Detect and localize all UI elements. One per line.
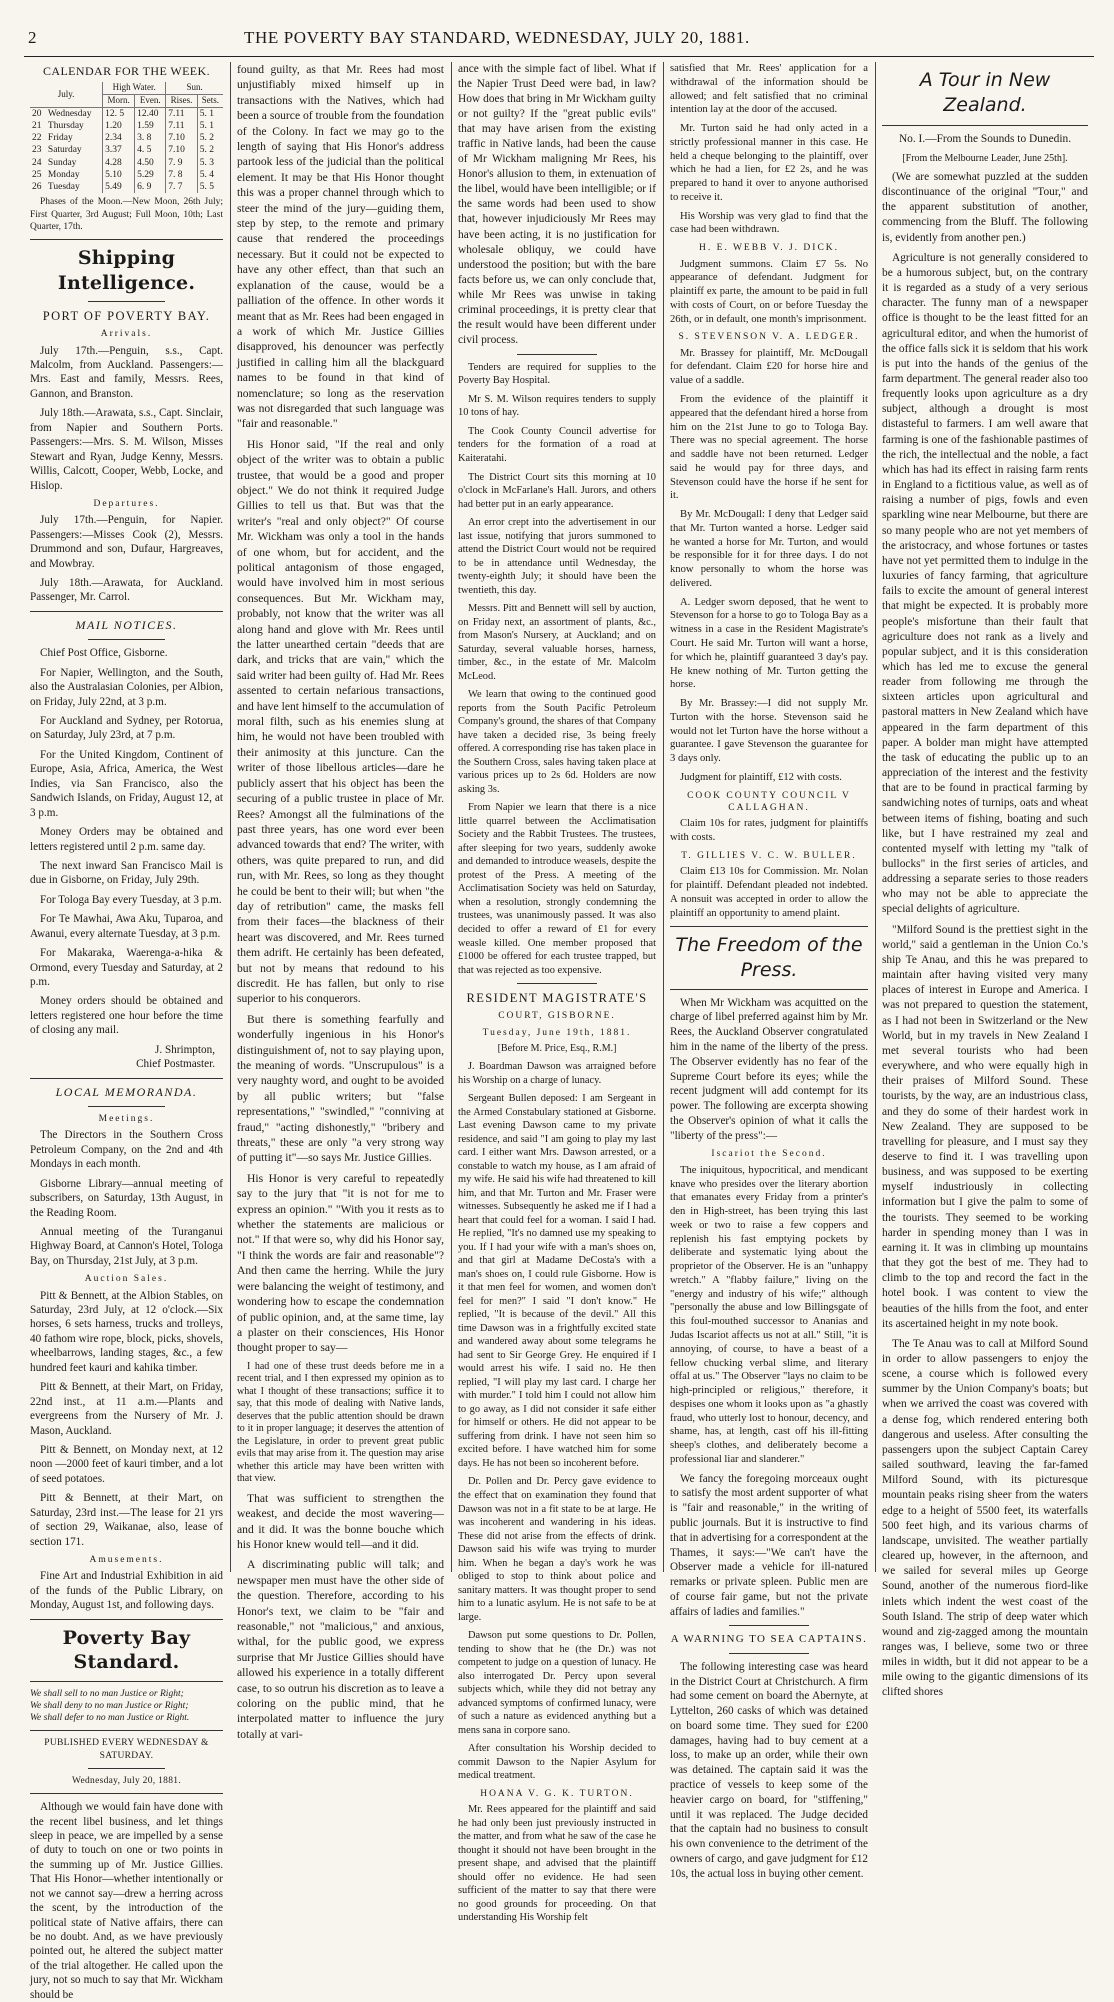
- calendar-row: [30, 132, 223, 144]
- calendar-subhead: Even.: [135, 95, 166, 108]
- calendar-cell: 7. 9: [166, 157, 198, 169]
- local-title: LOCAL MEMORANDA.: [55, 1084, 198, 1099]
- case-paragraph: A. Ledger sworn deposed, that he went to Stevenson for a horse to go to Tologa Bay as a witness in a case in the Resident Magistrate's Court. He said Mr. Turton will want a horse, for which he, plaintiff guaranteed 3 day's pay. He knew nothing of Mr. Turton getting the horse.: [670, 596, 868, 691]
- calendar-cell: 3. 8: [135, 132, 166, 144]
- case-title: H. E. WEBB V. J. DICK.: [698, 243, 840, 254]
- case-title: T. GILLIES V. C. W. BULLER.: [681, 850, 857, 861]
- calendar-cell: 6. 9: [135, 181, 166, 193]
- divider: [30, 611, 223, 612]
- news-item: The District Court sits this morning at 10 o'clock in McFarlane's Hall. Jurors, and others had better put in an early appearance.: [458, 471, 656, 510]
- news-item: We learn that owing to the continued good reports from the South Pacific Petroleum Company's ground, the shares of that Company have taken a decided rise, 3s being freely offered. A corresponding rise has taken place in the Southern Cross, sales having taken place at various prices up to 2s 6d. Holders are now asking 3s.: [458, 689, 656, 795]
- arrival-item: July 17th.—Penguin, s.s., Capt. Malcolm, from Auckland. Passengers:—Mrs. East and family, Messrs. Rees, Gannon, and Branston.: [30, 344, 223, 400]
- column-3: [452, 62, 662, 1924]
- mail-item: For Te Mawhai, Awa Aku, Tuparoa, and Awanui, every alternate Tuesday, at 3 p.m.: [30, 913, 223, 940]
- mail-title: MAIL NOTICES.: [75, 617, 178, 632]
- meeting-item: Annual meeting of the Turanganui Highway Board, at Cannon's Hotel, Tologa Bay, on Thursday, 21st July, at 3 p.m.: [30, 1226, 223, 1267]
- motto-line: We shall defer to no man Justice or Right.: [30, 1713, 190, 1724]
- calendar-cell: 2.34: [103, 132, 135, 144]
- case-title: COOK COUNTY COUNCIL V CALLAGHAN.: [687, 790, 851, 814]
- divider: [517, 983, 596, 984]
- iscariot-title: Iscariot the Second.: [711, 1149, 827, 1160]
- mail-item: For Napier, Wellington, and the South, also the Australasian Colonies, per Albion, on Friday, July 22nd, at 3 p.m.: [30, 666, 223, 708]
- departure-item: July 18th.—Arawata, for Auckland. Passenger, Mr. Carrol.: [30, 576, 223, 604]
- newspaper-page: [24, 10, 1094, 2001]
- case-paragraph: Judgment for plaintiff, £12 with costs.: [680, 771, 842, 783]
- divider: [30, 1078, 223, 1079]
- article-paragraph: The following interesting case was heard in the District Court at Christchurch. A firm had some cement on board the Abernyte, at Lyttelton, 260 casks of which was detained on board some time. They sued for £200 damages, having had to buy cement at a loss, to make up an order, while their own was detained. The captain said it was the practice of vessels to keep some of the heavier cargo on board, for "stiffening," until it was replaced. The Judge decided that the captain had no business to consult his own convenience to the detriment of the owners of cargo, and gave judgment for £12 10s, the actual loss in buying other cement.: [670, 1660, 869, 1880]
- column-2: [231, 62, 450, 1741]
- port-title: PORT OF POVERTY BAY.: [42, 309, 211, 324]
- calendar-cell: 7. 8: [166, 169, 198, 181]
- mail-item: Money Orders may be obtained and letters registered until 2 p.m. same day.: [30, 826, 223, 853]
- rm-paragraph: Dr. Pollen and Dr. Percy gave evidence to the effect that on examination they found that Dawson was not in a fit state to be at large. He was incoherent and wandering in his ideas. These did not arise from the effects of drink. Dawson said his wife was trying to murder him. When he began a day's work he was obliged to stop to think about police and sanitary matters. It was thought proper to send him to a lunatic asylum. He is not safe to be at large.: [458, 1476, 656, 1623]
- tour-paragraph: "Milford Sound is the prettiest sight in the world," said a gentleman in the Union Co.'s ship Te Anau, and this he was prepared to maintain after having visited very many places of interest in Europe and America. I was not prepared to question the statement, as I had not been in Switzerland or the New World, but in my travels in New Zealand I met several tourists who had been everywhere, and who were equally high in their praises of Milford Sound. These tourists, by the way, are an industrious class, and they do some of their hardest work in New Zealand. They are supposed to be travelling for pleasure, and I must say they deserve to find it. I was travelling upon business, and was supposed to be exerting myself industriously in collecting information but I give the palm to some of the tourists. They seemed to be working harder in spending money than I was in earning it. It was in climbing up mountains that they got the best of me. They had to climb to the top and record the fact in the hotel book. I was content to view the beauties of the hills from the foot, and enter its ascertained height in my note book.: [882, 923, 1088, 1330]
- calendar-row: [30, 181, 223, 193]
- article-paragraph: But there is something fearfully and wonderfully ingenious in his Honor's distinguishment of, not to say playing upon, the meaning of words. "Unscrupulous" is a very naughty word, and ought to be avoided by all public writers; but "false representations," "swindled," "conniving at fraud," "acting dishonestly," "bribery and threats," these are only "a very strong way of putting it"—so says Mr. Justice Gillies.: [237, 1012, 444, 1165]
- divider: [88, 301, 165, 302]
- calendar-cell: 3.37: [103, 144, 135, 156]
- column-5: [876, 62, 1094, 1699]
- calendar-cell: 5. 2: [199, 133, 215, 144]
- case-paragraph: Claim £13 10s for Commission. Mr. Nolan for plaintiff. Defendant pleaded not indebted. A nonsuit was accepted in order to allow the plaintiff an opportunity to amend plaint.: [670, 866, 868, 919]
- rm-before: [Before M. Price, Esq., R.M.]: [497, 1043, 617, 1054]
- meeting-item: Gisborne Library—annual meeting of subscribers, on Saturday, 13th August, in the Reading Room.: [30, 1177, 223, 1219]
- case-paragraph: Judgment summons. Claim £7 5s. No appearance of defendant. Judgment for plaintiff ex parte, the amount to be paid in full with costs of Court, on or before Tuesday the 26th, or in default, one month's imprisonment.: [670, 258, 868, 325]
- arrivals-heading: Arrivals.: [100, 329, 153, 340]
- mail-signature: J. Shrimpton,: [155, 1043, 215, 1056]
- mail-item: For Makaraka, Waerenga-a-hika & Ormond, every Tuesday and Saturday, at 2 p.m.: [30, 947, 223, 989]
- divider: [729, 1625, 808, 1626]
- article-paragraph: A discriminating public will talk; and newspaper men must have the other side of the question. Therefore, according to his Honor's text, we claim to be "fair and reasonable," not "malicious," and anxious, withal, for the public good, we express surprise that Mr Justice Gillies should have allowed his experience in a totally different case, to so outrun his discretion as to leave a coloring on the public mind, that he interpolated matter to influence the jury totally at vari-: [237, 1558, 444, 1741]
- meetings-heading: Meetings.: [98, 1114, 155, 1125]
- case-paragraph: By Mr. Brassey:—I did not supply Mr. Turton with the horse. Stevenson said he would not let Turton have the horse without a guarantee. I gave Stevenson the guarantee for 3 days only.: [670, 698, 868, 765]
- standard-title: Poverty Bay Standard.: [62, 1626, 191, 1674]
- calendar-cell: 5.10: [103, 169, 135, 181]
- calendar-cell: 5. 3: [199, 157, 215, 168]
- freedom-title: The Freedom of the Press.: [675, 934, 863, 981]
- calendar-cell: 7.11: [166, 120, 198, 132]
- calendar-cell: Wednesday: [46, 107, 103, 120]
- motto-line: We shall sell to no man Justice or Right;: [30, 1688, 184, 1699]
- departures-heading: Departures.: [93, 498, 160, 509]
- amusements-heading: Amusements.: [89, 1555, 164, 1565]
- news-item: Messrs. Pitt and Bennett will sell by auction, on Friday next, an assortment of plants, &c., from Mason's Nursery, at Auckland; and on Saturday, several valuable horses, harness, timber, &c., in the estate of Mr. Malcolm McLeod.: [458, 603, 656, 682]
- calendar-cell: 23: [32, 145, 42, 156]
- calendar-cell: 4.28: [103, 157, 135, 169]
- column-4: [664, 62, 874, 1880]
- divider: [882, 125, 1088, 126]
- auction-heading: Auction Sales.: [84, 1274, 169, 1285]
- calendar-head-sun: Sun.: [166, 82, 223, 94]
- case-paragraph: Mr. Rees appeared for the plaintiff and said he had only been just previously instructed in the matter, and from what he saw of the case he thought it should not have been brought in the present shape, and advised that the plaintiff should offer no evidence. He had seen sufficient of the matter to say that there were no good grounds for proceeding. On that understanding His Worship felt: [458, 1804, 656, 1924]
- mail-item: The next inward San Francisco Mail is due in Gisborne, on Friday, July 29th.: [30, 859, 223, 887]
- rm-paragraph: J. Boardman Dawson was arraigned before his Worship on a charge of lunacy.: [458, 1061, 656, 1086]
- calendar-cell: 4.50: [135, 157, 166, 169]
- rm-date: Tuesday, June 19th, 1881.: [482, 1027, 632, 1038]
- news-item: An error crept into the advertisement in our last issue, notifying that jurors summoned to attend the District Court would not be required to be in attendance until Wednesday, the twenty-eighth July; it should have been the twentieth, this day.: [458, 517, 656, 596]
- calendar-cell: Thursday: [46, 120, 103, 132]
- news-item: Tenders are required for supplies to the Poverty Bay Hospital.: [458, 361, 656, 387]
- mail-item: Money orders should be obtained and letters registered one hour before the time of closing any mail.: [30, 995, 223, 1037]
- divider: [30, 1681, 223, 1682]
- dateline: Wednesday, July 20, 1881.: [71, 1775, 182, 1786]
- calendar-cell: 4. 5: [135, 144, 166, 156]
- amusement-item: Fine Art and Industrial Exhibition in aid of the funds of the Public Library, on Monday, August 1st, and following days.: [30, 1570, 223, 1612]
- calendar-cell: 1.20: [103, 120, 135, 132]
- published-line: PUBLISHED EVERY WEDNESDAY & SATURDAY.: [44, 1738, 209, 1761]
- news-item: From Napier we learn that there is a nice little quarrel between the Acclimatisation Society and the Rabbit Trustees. The trustees, after sleeping for two years, suddenly awoke and demanded to introduce weasels, despite the protest of the Press. A meeting of the Acclimatisation Society was held on Saturday, when a resolution, strongly condemning the trustees, was unanimously passed. It was also decided to offer a reward of £1 for every weasle killed. One member proposed that £1000 be offered for each trustee trapped, but that was rejected as too expensive.: [458, 802, 656, 976]
- divider: [30, 1793, 223, 1794]
- rm-paragraph: Sergeant Bullen deposed: I am Sergeant in the Armed Constabulary stationed at Gisborne. Last evening Dawson came to my private residence, and said "I am going to play my last card. I either want Mrs. Dawson arrested, or a constable to watch my house, as I am afraid of my wife. He said his wife had threatened to kill him, and that Mr. Turton and Mr. Fraser were witnesses. Subsequently he asked me if I had a heart that could feel for a woman. I said I had. He replied, "It's no damned use my speaking to you. If I had your wife with a man's shoes on, and that girl at Madame DeCosta's with a man's shoes on, I could rule Gisborne. How is it that men feel for women, and women don't feel for men?" I said "I don't know." He replied, "It is because of the devil." All this time Dawson was in a frightfully excited state and wandered away about some telegrams he had sent to Sir George Grey. He enquired if I would arrest his wife. I said no. He then replied, "I will play my last card. I charge her with murder." I told him I could not allow him to go away, as I did not consider it safe either for himself or others. He did not appear to be suffering from drink. I have not seen him so excited before. I have watched him for some days. He has not been so incoherent before.: [458, 1093, 656, 1469]
- divider: [30, 239, 223, 240]
- case-title: S. STEVENSON V. A. LEDGER.: [678, 332, 860, 343]
- calendar-title: CALENDAR FOR THE WEEK.: [42, 64, 211, 78]
- calendar-cell: 5. 1: [199, 120, 215, 131]
- calendar-subhead: Morn.: [103, 95, 135, 108]
- page-number: 2: [28, 28, 38, 47]
- mail-item: For the United Kingdom, Continent of Europe, Asia, Africa, America, the West Indies, via San Francisco, also the Sandwich Islands, on Friday, August 12, at 3 p.m.: [30, 748, 223, 819]
- news-item: Mr S. M. Wilson requires tenders to supply 10 tons of hay.: [458, 393, 656, 419]
- case-title: HOANA V. G. K. TURTON.: [480, 1788, 634, 1799]
- calendar-cell: 7.10: [166, 144, 198, 156]
- quoted-passage: I had one of these trust deeds before me in a recent trial, and I then expressed my opinion as to what I thought of these transactions; suffice it to say, that this mode of dealing with Native lands, deserves that the public attention should be drawn to it in proper language; it deserves the attention of the Legislature, in order to prevent great public evils that may arise from it. The question may arise whether this article may have been written with that view.: [237, 1360, 444, 1485]
- arrival-item: July 18th.—Arawata, s.s., Capt. Sinclair, from Napier and Southern Ports. Passengers:—Mrs. S. M. Wilson, Misses Stewart and Ryan, Judge Kenny, Messrs. Willis, Calcott, Cooper, Webb, Locke, and Hislop.: [30, 407, 223, 492]
- calendar-cell: 7.11: [166, 107, 198, 120]
- calendar-row: [30, 169, 223, 181]
- calendar-subhead: Sets.: [197, 95, 223, 108]
- case-paragraph: satisfied that Mr. Rees' application for a withdrawal of the information should be allowed; and felt satisfied that no criminal intention lay at the door of the accused.: [670, 63, 868, 116]
- motto-line: We shall deny to no man Justice or Right;: [30, 1700, 189, 1711]
- mail-item: For Tologa Bay every Tuesday, at 3 p.m.: [40, 893, 222, 906]
- meeting-item: The Directors in the Southern Cross Petroleum Company, on the 2nd and 4th Mondays in each month.: [30, 1129, 223, 1171]
- divider: [30, 1730, 223, 1731]
- departure-item: July 17th.—Penguin, for Napier. Passengers:—Misses Cook (2), Messrs. Drummond and son, Dufaur, Hargreaves, and Mowbray.: [30, 514, 223, 570]
- columns: [24, 62, 1094, 2001]
- calendar-cell: 12.40: [135, 107, 166, 120]
- calendar-cell: Tuesday: [46, 181, 103, 193]
- mail-signature-title: Chief Postmaster.: [136, 1058, 215, 1071]
- calendar-head-water: High Water.: [103, 82, 166, 94]
- article-paragraph: We fancy the foregoing morceaux ought to satisfy the most ardent supporter of what is "fair and reasonable," in the writing of public journals. But it is instructive to find that in advertising for a correspondent at the Thames, it says:—"We can't have the Observer made a vehicle for ill-natured remarks or private spleen. Public men are of course fair game, but not the private affairs of ladies and families.": [670, 1472, 868, 1618]
- calendar-cell: Friday: [46, 132, 103, 144]
- calendar-cell: 5. 2: [199, 145, 215, 156]
- calendar-cell: 21: [32, 120, 42, 131]
- divider: [670, 989, 868, 990]
- mail-item: Chief Post Office, Gisborne.: [40, 647, 168, 660]
- calendar-cell: Monday: [46, 169, 103, 181]
- calendar-cell: 5.29: [135, 169, 166, 181]
- tour-intro: (We are somewhat puzzled at the sudden discontinuance of the original "Tour," and the apparent substitution of another, commencing from the Bluff. The following is, evidently from another pen.): [882, 170, 1088, 244]
- header-rule: [24, 56, 1094, 57]
- rm-paragraph: After consultation his Worship decided to commit Dawson to the Napier Asylum for medical treatment.: [458, 1743, 656, 1782]
- calendar-cell: 26: [32, 182, 42, 193]
- calendar-row: [30, 120, 223, 132]
- article-paragraph: His Honor said, "If the real and only object of the writer was to obtain a public trustee, that would be a good and proper object." We do not think it required Judge Gillies to tell us that. But was that the writer's "real and only object?" Of course Mr. Wickham was only a tool in the hands of one whom, but for accident, and the political antagonism of those engaged, would have involved him in most serious consequences. But Mr. Wickham may, probably, not know that the writer was all along hand and glove with Mr. Rees until the latter unearthed certain "deeds that are dark, and tricks that are vain," which the said writer had been guilty of. Had Mr. Rees assented to certain nefarious transactions, and have lent himself to the accumulation of moral filth, such as his enemies slung at him, he would not have been troubled with their animosity at this juncture. Can the writer of those libellous articles—dare he publicly assert that his object has been the securing of a public trustee in place of Mr. Rees? Amongst all the fulminations of the past three years, has one word ever been advanced towards that end? The writer, with others, was quite prepared to run, and did run, with Mr. Rees, so long as they thought he could be bent to their will; but when "the day of retribution" came, the masks fell from their faces—the blackness of their heart was discovered, and Mr. Rees turned them adrift. He certainly has been defeated, but not by means that redound to his discredit. He has fallen, but only to rise superior to his conquerors.: [237, 437, 444, 1006]
- calendar-cell: 5. 5: [199, 182, 215, 193]
- calendar-subhead: Rises.: [166, 95, 198, 108]
- warning-title: A WARNING TO SEA CAPTAINS.: [670, 1633, 868, 1646]
- moon-phases: Phases of the Moon.—New Moon, 26th July; First Quarter, 3rd August; Full Moon, 10th; Last Quarter, 17th.: [30, 197, 223, 232]
- auction-item: Pitt & Bennett, at the Albion Stables, on Saturday, 23rd July, at 12 o'clock.—Six horses, 6 sets harness, trucks and trolleys, 40 fathom wire rope, block, picks, shovels, wheelbarrows, landing stages, &c., a few hundred feet kauri and kahika timber.: [30, 1289, 223, 1374]
- auction-item: Pitt & Bennett, at their Mart, on Saturday, 23rd inst.—The lease for 21 yrs of section 29, Waikanae, also, lease of section 171.: [30, 1492, 223, 1548]
- rm-paragraph: Dawson put some questions to Dr. Pollen, tending to show that he (the Dr.) was not competent to judge on a question of lunacy. He also interrogated Dr. Percy upon several subjects which, while they did not betray any advanced symptoms of confirmed lunacy, were of such a nature as evidenced anything but a mens sana in corpore sano.: [458, 1630, 656, 1736]
- tour-paragraph: The Te Anau was to call at Milford Sound in order to allow passengers to enjoy the scene, a course which is followed every summer by the Union Company's boats; but when we arrived the coast was covered with a dense fog, which rendered entering both dangerous and useless. After consulting the passengers upon the subject Captain Carey sailed southward, leaving the far-famed Milford Sound, with its picturesque mountain peaks rising sheer from the waters edge to a height of 5500 feet, its waterfalls 500 feet high, and its various charms of landscape, unvisited. The weather partially cleared up, however, in the afternoon, and we sailed for several miles up George Sound, another of the numerous fiord-like inlets which indent the west coast of the South Island. The strip of deep water which wound and zig-zagged among the mountain ranges was, I believe, some two or three miles in width, but it did not appear to be a mile owing to the gigantic dimensions of its clifted shores: [882, 1337, 1088, 1699]
- calendar-row: [30, 144, 223, 156]
- calendar-cell: 25: [32, 169, 42, 180]
- shipping-title: Shipping Intelligence.: [57, 247, 196, 294]
- quoted-passage: The iniquitous, hypocritical, and mendicant knave who presides over the literary abortion that emanates every Friday from a printer's den in High-street, has been trying this last week or two to raise a few coppers and replenish his fast emptying pockets by deliberate and systematic lying about the proprietor of the Observer. He is an "unhappy wretch." A "flabby failure," living on the "energy and industry of his wife;" although "personally the abuse and low Billingsgate of this foul-mouthed successor to Ananias and Judas Iscariot affects us not at all." Still, "it is annoying, of course, to have a beast of a fellow chucking verbal slime, and literary offal at us." The Observer "lays no claim to be high-principled or religious," therefore, it despises one whom it looks upon as "a ghastly fraud, who utterly lost to honour, decency, and shame, has, at length, cast off his ill-fitting sheep's clothes, and deliberately become a professional liar and slanderer.": [670, 1164, 868, 1465]
- masthead: THE POVERTY BAY STANDARD, WEDNESDAY, JULY 20, 1881.: [244, 28, 750, 47]
- calendar-cell: 5. 1: [199, 108, 215, 119]
- calendar-row: [30, 157, 223, 169]
- calendar-cell: 5.49: [103, 181, 135, 193]
- leader-paragraph: Although we would fain have done with the recent libel business, and let things sleep in peace, we are impelled by a sense of duty to touch on one or two points in the summing up of Mr. Justice Gillies. That His Honor—whether intentionally or not we cannot say—drew a herring across the scent, by the introduction of the political state of Native affairs, there can be no doubt. And, as we have previously pointed out, he altered the subject matter of the trial altogether. He called upon the jury, not so much to say that Mr. Wickham should be: [30, 1801, 223, 2001]
- article-paragraph: ance with the simple fact of libel. What if the Napier Trust Deed were bad, in law? How does that bring in Mr Wickham guilty or not guilty? If the "great public evils" that may have arisen from the existing traffic in Native lands, had been the cause of Mr Wickham maligning Mr Rees, his Honor's allusion to them, in extenuation of the libel, would have been intelligible; or if the same words had been used to show that, however injudiciously Mr Rees may have been acting, it is no justification for wholesale obliquy, we could have understood the position; but with the bare facts before us, we can only conclude that, while Mr Rees was unwise in taking criminal proceedings, it is pretty clear that the result would have been different under civil process.: [458, 63, 656, 346]
- article-paragraph: That was sufficient to strengthen the weakest, and decide the most wavering—and it did. It was the bonne bouche which his Honor knew would tell—and it did.: [237, 1491, 444, 1551]
- case-paragraph: Claim 10s for rates, judgment for plaintiffs with costs.: [670, 818, 868, 844]
- calendar-cell: 24: [32, 157, 42, 168]
- calendar-cell: 1.59: [135, 120, 166, 132]
- calendar-cell: 7.10: [166, 132, 198, 144]
- calendar-body: [30, 107, 223, 193]
- auction-item: Pitt & Bennett, on Monday next, at 12 noon —2000 feet of kauri timber, and a lot of seed potatoes.: [30, 1443, 223, 1485]
- calendar-head-july: July.: [30, 82, 103, 107]
- calendar-cell: Saturday: [46, 144, 103, 156]
- tour-paragraph: Agriculture is not generally considered to be a humorous subject, but, on the contrary it is regarded as a study of a very serious character. The funny man of a newspaper office is thought to be the least fitted for an agricultural editor, and when the humorist of the office falls sick it is seldom that his work is put into the hands of the genius of the farm department. The general reader also too frequently looks upon agriculture as a dry subject, although a drought is most distasteful to farmers. I am well aware that farming is one of the fashionable pastimes of the rich, the intellectual and the noble, a fact which has had its effect in raising farm rents in England to a fictitious value, as well as of raising a number of pigs, fowls and even sparkling wine near Melbourne, but there are so many people who are not yet members of the aristocracy, and whose fortunes or tastes have not yet permitted them to indulge in the luxuries of fancy farming, that agriculture fails to excite the amount of general interest that might be expected. It is probably more people's misfortune than their fault that agriculture does not rank as a lively and popular subject, and it is this consideration which has led me to excuse the general reader from following me through the sixteen articles upon agricultural and pastoral matters in New Zealand which have appeared in the farm department of this paper. A bolder man might have attempted the task of educating the public up to an appreciation of the interest and the festivity that are to be found in practical farming by sandwiching notes of turnips, oats and wheat between items of fishing, boating and such like, but I have restrained my zeal and contented myself with letting my "talk of bullocks" in the first series of articles, and addressing a separate series to those readers who may not be able to appreciate the special delights of agriculture.: [882, 251, 1088, 916]
- calendar-cell: 7. 7: [166, 181, 198, 193]
- divider: [30, 1619, 223, 1620]
- auction-item: Pitt & Bennett, at their Mart, on Friday, 22nd inst., at 11 a.m.—Plants and evergreens from the Nursery of Mr. J. Mason, Auckland.: [30, 1381, 223, 1437]
- news-item: The Cook County Council advertise for tenders for the formation of a road at Kaiteratahi.: [458, 425, 656, 464]
- divider: [88, 1768, 165, 1769]
- divider: [729, 1653, 808, 1654]
- article-paragraph: When Mr Wickham was acquitted on the charge of libel preferred against him by Mr. Rees, the Auckland Observer congratulated him in the name of the liberty of the press. The Observer evidently has no fear of the Supreme Court before its eyes; while the recent judgment will add contempt for its power. The following are excerpta showing the Observer's opinion of what it calls the "liberty of the press":—: [670, 996, 868, 1142]
- case-paragraph: Mr. Turton said he had only acted in a strictly professional manner in this case. He held a cheque belonging to the plaintiff, over which he had a lien, for £2 2s, and he was prepared to hand it over to anyone authorised to receive it.: [670, 123, 868, 203]
- calendar-table: [30, 82, 223, 193]
- case-paragraph: Mr. Brassey for plaintiff, Mr. McDougall for defendant. Claim £20 for horse hire and value of a saddle.: [670, 347, 868, 387]
- rm-court: COURT, GISBORNE.: [498, 1011, 616, 1022]
- article-paragraph: His Honor is very careful to repeatedly say to the jury that "it is not for me to express an opinion." "With you it rests as to whether the statements are malicious or not." If that were so, why did his Honor say, "I think the words are fair and reasonable"? And then came the herring. While the jury were balancing the weight of testimony, and wondering how to escape the condemnation of public opinion, and, at the same time, lay a plaster on their consciences, His Honor thought proper to say—: [237, 1171, 444, 1355]
- article-paragraph: found guilty, as that Mr. Rees had most unjustifiably mixed himself up in transactions with the Natives, which had been a source of trouble from the foundation of the Colony. In fact we may go to the length of saying that His Honor's address partook less of the judicial than the political element. It may be that His Honor thought this was a proper channel through which to steer the mind of the jury—guiding them, step by step, to the remote and primary cause that rendered the proceedings necessary. But it could not be expected to have any other effect, than that such an explanation of the cause, would be a palliation of the offence. In other words it meant that as Mr. Rees had been engaged in a work of which Mr. Justice Gillies disapproved, his denouncer was perfectly justified in calling him all the blackguard names to be found in that kind of nomenclature; so long as the reservation was not disregarded that such language was "fair and reasonable.": [237, 63, 445, 431]
- divider: [88, 1106, 165, 1107]
- case-paragraph: His Worship was very glad to find that the case had been withdrawn.: [670, 210, 868, 236]
- mail-item: For Auckland and Sydney, per Rotorua, on Saturday, July 23rd, at 7 p.m.: [30, 715, 223, 742]
- tour-title: A Tour in New Zealand.: [919, 69, 1051, 117]
- divider: [88, 639, 165, 640]
- divider: [517, 354, 596, 355]
- calendar-row: [30, 107, 223, 120]
- calendar-cell: Sunday: [46, 157, 103, 169]
- column-1: [24, 62, 229, 2001]
- tour-subtitle: No. I.—From the Sounds to Dunedin.: [898, 132, 1072, 145]
- divider: [670, 926, 868, 927]
- case-paragraph: By Mr. McDougall: I deny that Ledger said that Mr. Turton wanted a horse. Ledger said he wanted a horse for Mr. Turton, and would be responsible for it for three days. I do not know personally to whom the horse was delivered.: [670, 509, 868, 589]
- page-header: [24, 10, 1094, 50]
- calendar-cell: 22: [32, 133, 42, 144]
- calendar-cell: 20: [32, 108, 42, 119]
- rm-title: RESIDENT MAGISTRATE'S: [466, 991, 648, 1006]
- calendar-cell: 12. 5: [103, 107, 135, 120]
- calendar-cell: 5. 4: [199, 169, 215, 180]
- tour-source: [From the Melbourne Leader, June 25th].: [902, 152, 1068, 164]
- case-paragraph: From the evidence of the plaintiff it appeared that the defendant hired a horse from him on the 21st June to go to Tologa Bay. There was no special agreement. The horse and saddle have not been returned. Ledger said he would pay for three days, and Stevenson could have the horse if he sent for it.: [670, 394, 868, 502]
